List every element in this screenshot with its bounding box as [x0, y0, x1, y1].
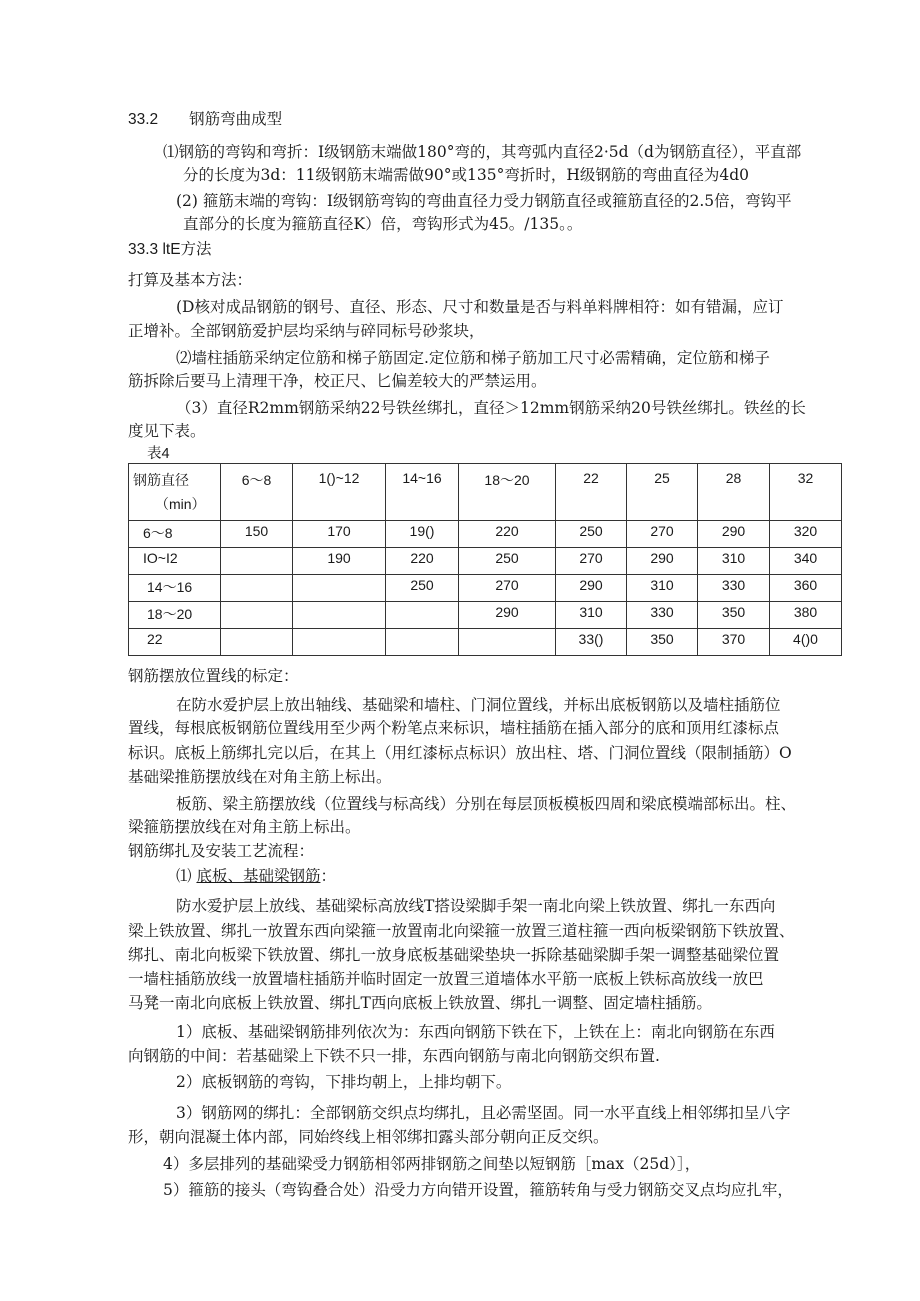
paragraph-line: 一墙柱插筋放线一放置墙柱插筋并临时固定一放置三道墙体水平筋一底板上铁标高放线一放巴 [128, 970, 764, 988]
table-cell: 290 [459, 602, 556, 629]
table-cell: 310 [556, 602, 627, 629]
paragraph-line: 梁上铁放置、绑扎一放置东西向梁箍一放置南北向梁箍一放置三道柱箍一西向板梁钢筋下铁放置、 [128, 922, 795, 940]
table-cell [459, 629, 556, 656]
table-caption: 表4 [147, 446, 170, 462]
paragraph-line: 基础梁推筋摆放线在对角主筋上标出。 [128, 768, 392, 786]
table-cell: 150 [221, 521, 293, 548]
subsection-title: 底板、基础梁钢筋 [196, 867, 321, 885]
table-row [129, 521, 842, 548]
table-header-row [129, 464, 842, 521]
table-cell: 190 [293, 548, 386, 575]
table-cell: 370 [698, 629, 770, 656]
table-cell: 320 [770, 521, 842, 548]
table-header-cell: 18～20 [459, 464, 556, 521]
paragraph-line: ⑵墙柱插筋采纳定位筋和梯子筋固定.定位筋和梯子筋加工尺寸必需精确，定位筋和梯子 [176, 349, 770, 367]
paragraph-line: 4）多层排列的基础梁受力钢筋相邻两排钢筋之间垫以短钢筋［max（25d）］， [163, 1155, 701, 1173]
paragraph-line: 5）箍筋的接头（弯钩叠合处）沿受力方向错开设置，箍筋转角与受力钢筋交叉点均应扎牢， [163, 1181, 793, 1199]
header-label: 钢筋直径 [133, 472, 189, 488]
table-cell [293, 629, 386, 656]
header-unit: （min） [155, 496, 206, 512]
table-header-cell: 25 [627, 464, 698, 521]
subsection-heading [176, 865, 336, 887]
paragraph-line: 在防水爱护层上放出轴线、基础梁和墙柱、门洞位置线，并标出底板钢筋以及墙柱插筋位 [176, 696, 781, 714]
paragraph-line: 度见下表。 [128, 422, 206, 440]
table-header-cell: 22 [556, 464, 627, 521]
table-cell: 350 [698, 602, 770, 629]
table-cell [386, 629, 459, 656]
table-cell: 350 [627, 629, 698, 656]
table-cell: 290 [556, 575, 627, 602]
table-cell: 250 [459, 548, 556, 575]
row-label: 14～16 [129, 575, 221, 602]
table-cell: 250 [556, 521, 627, 548]
paragraph-line: (D核对成品钢筋的钢号、直径、形态、尺寸和数量是否与料单料牌相符：如有错漏，应订 [176, 298, 784, 316]
paragraph-line: 分的长度为3d：11级钢筋末端需做90°或135°弯折时，H级钢筋的弯曲直径为4d0 [183, 166, 749, 184]
paragraph-line: 绑扎、南北向板梁下铁放置、绑扎一放身底板基础梁垫块一拆除基础梁脚手架一调整基础梁位置 [128, 946, 780, 964]
table-row [129, 602, 842, 629]
subsection-colon: ： [320, 867, 336, 885]
table-cell: 330 [698, 575, 770, 602]
table-cell: 170 [293, 521, 386, 548]
table-cell: 290 [698, 521, 770, 548]
section-heading-33-3: 33.3 ltE方法 [128, 241, 212, 258]
table-cell: 4()0 [770, 629, 842, 656]
table-cell [221, 575, 293, 602]
table-cell: 330 [627, 602, 698, 629]
table-cell [293, 575, 386, 602]
table-cell: 220 [459, 521, 556, 548]
table-cell: 380 [770, 602, 842, 629]
table-header-cell: 28 [698, 464, 770, 521]
paragraph-line: 梁箍筋摆放线在对角主筋上标出。 [128, 818, 361, 836]
table-cell: 270 [459, 575, 556, 602]
table-cell [221, 629, 293, 656]
paragraph-line: 防水爱护层上放线、基础梁标高放线T搭设梁脚手架一南北向梁上铁放置、绑扎一东西向 [176, 897, 776, 915]
table-header-cell: 1()~12 [293, 464, 386, 521]
row-label: 22 [129, 629, 221, 656]
paragraph-line: 筋拆除后要马上清理干净，校正尺、匕偏差较大的严禁运用。 [128, 372, 547, 390]
table-cell: 33() [556, 629, 627, 656]
section-heading-33-2: 33.2 钢筋弯曲成型 [128, 111, 283, 128]
table-cell: 290 [627, 548, 698, 575]
row-label: 6～8 [129, 521, 221, 548]
paragraph-line: 1）底板、基础梁钢筋排列依次为：东西向钢筋下铁在下，上铁在上：南北向钢筋在东西 [176, 1023, 775, 1041]
wire-length-table [128, 463, 842, 656]
table-cell: 360 [770, 575, 842, 602]
paragraph-line: ⑴钢筋的弯钩和弯折：Ⅰ级钢筋末端做180°弯的，其弯弧内直径2·5d（d为钢筋直径），平直部 [163, 143, 802, 161]
table-header-cell [129, 464, 221, 521]
paragraph-line: 打算及基本方法： [128, 271, 253, 289]
paragraph-line: （3）直径R2mm钢筋采纳22号铁丝绑扎，直径＞12mm钢筋采纳20号铁丝绑扎。铁丝的长 [176, 399, 806, 417]
table-cell: 340 [770, 548, 842, 575]
table-cell: 310 [627, 575, 698, 602]
subsection-number: ⑴ [176, 867, 197, 885]
row-label: 18～20 [129, 602, 221, 629]
paragraph-line: 形，朝向混凝土体内部，同始终线上相邻绑扣露头部分朝向正反交织。 [128, 1128, 609, 1146]
table-cell: 250 [386, 575, 459, 602]
paragraph-line: 正增补。全部钢筋爱护层均采纳与碎同标号砂浆块， [128, 322, 485, 340]
table-header-cell: 6～8 [221, 464, 293, 521]
paragraph-line: 钢筋摆放位置线的标定： [128, 667, 299, 685]
paragraph-line: 3）钢筋网的绑扎：全部钢筋交织点均绑扎，且必需坚固。同一水平直线上相邻绑扣呈八字 [176, 1104, 791, 1122]
paragraph-line: 马凳一南北向底板上铁放置、绑扎T西向底板上铁放置、绑扎一调整、固定墙柱插筋。 [128, 994, 712, 1012]
table-cell: 270 [627, 521, 698, 548]
table-cell: 310 [698, 548, 770, 575]
table-cell: 270 [556, 548, 627, 575]
table-cell [293, 602, 386, 629]
paragraph-line: 标识。底板上筋绑扎完以后，在其上（用红漆标点标识）放出柱、塔、门洞位置线（限制插筋）O [128, 744, 792, 762]
table-cell [221, 548, 293, 575]
table-row [129, 575, 842, 602]
table-row [129, 629, 842, 656]
paragraph-line: 板筋、梁主筋摆放线（位置线与标高线）分别在每层顶板模板四周和梁底模端部标出。柱、 [176, 795, 797, 813]
table-cell [221, 602, 293, 629]
paragraph-line: 直部分的长度为箍筋直径K）倍，弯钩形式为45。/135。。 [183, 215, 583, 233]
table-cell: 220 [386, 548, 459, 575]
row-label: IO~I2 [129, 548, 221, 575]
table-header-cell: 14~16 [386, 464, 459, 521]
table-cell [386, 602, 459, 629]
paragraph-line: 钢筋绑扎及安装工艺流程： [128, 842, 315, 860]
table-cell: 19() [386, 521, 459, 548]
paragraph-line: 向钢筋的中间：若基础梁上下铁不只一排，东西向钢筋与南北向钢筋交织布置. [128, 1047, 660, 1065]
paragraph-line: 置线，每根底板钢筋位置线用至少两个粉笔点来标识，墙柱插筋在插入部分的底和顶用红漆标点 [128, 719, 780, 737]
paragraph-line: 2）底板钢筋的弯钩，下排均朝上，上排均朝下。 [176, 1073, 512, 1091]
table-header-cell: 32 [770, 464, 842, 521]
paragraph-line: (2) 箍筋末端的弯钩：Ⅰ级钢筋弯钩的弯曲直径力受力钢筋直径或箍筋直径的2.5倍，弯钩平 [176, 192, 792, 210]
table-row [129, 548, 842, 575]
